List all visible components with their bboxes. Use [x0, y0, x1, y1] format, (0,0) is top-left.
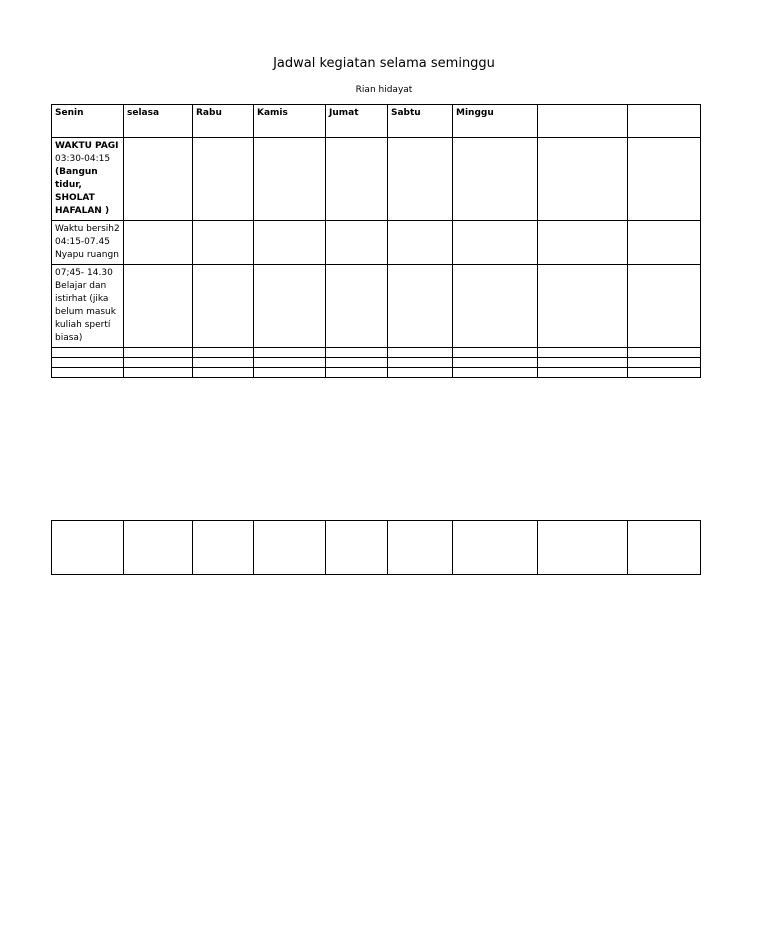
header-cell-sabtu: Sabtu — [388, 105, 453, 138]
activity-line: kuliah spertí — [55, 320, 111, 330]
table-row — [52, 138, 701, 221]
document-author: Rian hidayat — [355, 85, 413, 95]
table-cell — [538, 221, 628, 265]
activity-line: HAFALAN ) — [55, 206, 110, 216]
empty-row — [52, 358, 701, 368]
table-cell — [124, 138, 193, 221]
activity-line: biasa) — [55, 333, 83, 343]
document-title: Jadwal kegiatan selama seminggu — [273, 56, 495, 71]
table-row — [52, 265, 701, 348]
header-cell-minggu: Minggu — [453, 105, 538, 138]
header-cell-kamis: Kamis — [254, 105, 326, 138]
table-cell — [254, 221, 326, 265]
header-cell-empty — [628, 105, 701, 138]
table-cell — [124, 265, 193, 348]
activity-cell-study — [52, 265, 124, 348]
empty-row — [52, 368, 701, 378]
table-cell — [388, 265, 453, 348]
activity-line: Belajar dan — [55, 281, 107, 291]
activity-cell-morning — [52, 138, 124, 221]
table-cell — [453, 138, 538, 221]
table-cell — [538, 265, 628, 348]
table-cell — [254, 138, 326, 221]
header-cell-senin: Senin — [52, 105, 124, 138]
table-row — [52, 221, 701, 265]
table-cell — [628, 265, 701, 348]
table-cell — [326, 265, 388, 348]
table-cell — [538, 138, 628, 221]
activity-line: (Bangun tidur, — [55, 167, 98, 190]
empty-row — [52, 521, 701, 575]
header-cell-jumat: Jumat — [326, 105, 388, 138]
table-cell — [326, 221, 388, 265]
activity-line: 03:30-04:15 — [55, 154, 111, 164]
empty-table — [51, 520, 701, 575]
activity-line: 04:15-07.45 — [55, 237, 110, 247]
table-cell — [254, 265, 326, 348]
empty-row — [52, 348, 701, 358]
activity-line: WAKTU PAGI — [55, 141, 119, 151]
weekly-schedule-table — [51, 104, 701, 378]
header-cell-selasa: selasa — [124, 105, 193, 138]
table-cell — [193, 221, 254, 265]
table-cell — [388, 221, 453, 265]
header-cell-empty — [538, 105, 628, 138]
table-cell — [193, 138, 254, 221]
table-cell — [453, 265, 538, 348]
activity-line: belum masuk — [55, 307, 116, 317]
activity-cell-cleaning — [52, 221, 124, 265]
table-cell — [388, 138, 453, 221]
table-cell — [124, 221, 193, 265]
header-row — [52, 105, 701, 138]
activity-line: 07;45- 14.30 — [55, 268, 113, 278]
activity-line: SHOLAT — [55, 193, 95, 203]
activity-line: Nyapu ruangn — [55, 250, 119, 260]
table-cell — [453, 221, 538, 265]
table-cell — [326, 138, 388, 221]
table-cell — [628, 138, 701, 221]
table-cell — [628, 221, 701, 265]
activity-line: Waktu bersih2 — [55, 224, 120, 234]
activity-line: istirhat (jika — [55, 294, 109, 304]
header-cell-rabu: Rabu — [193, 105, 254, 138]
table-cell — [193, 265, 254, 348]
